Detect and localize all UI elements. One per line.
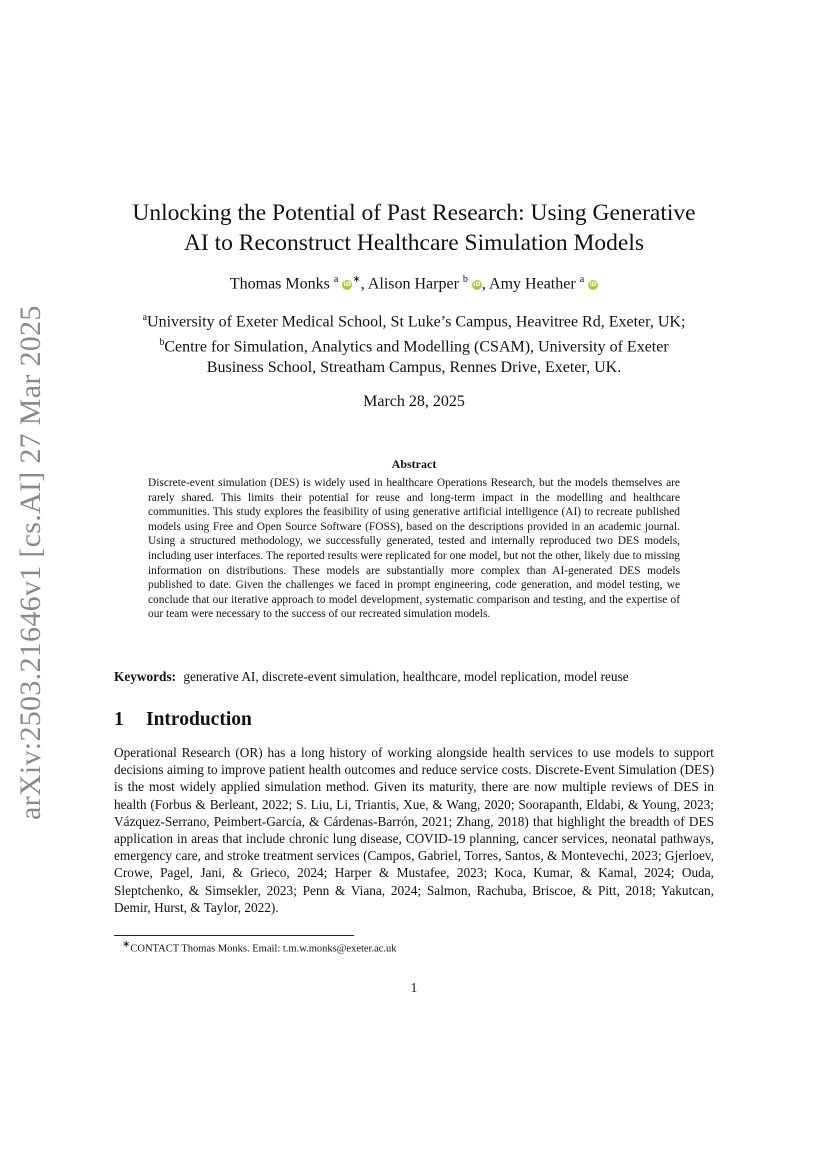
author-name: Thomas Monks xyxy=(229,275,330,293)
author-name: Alison Harper xyxy=(367,275,459,293)
page-number: 1 xyxy=(410,980,418,995)
section-number: 1 xyxy=(114,709,124,730)
arxiv-identifier: arXiv:2503.21646v1 [cs.AI] 27 Mar 2025 xyxy=(14,305,47,820)
abstract-heading: Abstract xyxy=(391,457,437,471)
footnote-mark: ∗ xyxy=(122,939,131,950)
section-title: Introduction xyxy=(146,709,252,730)
paper-title xyxy=(100,198,728,258)
footnote-text[interactable]: CONTACT Thomas Monks. Email: t.m.w.monks@exeter.ac.uk xyxy=(130,943,397,955)
abstract-text: Discrete-event simulation (DES) is widely used in healthcare Operations Research, but the models themselves are rarely shared. This limits their potential for reuse and long-term impact in the modelling and healthcare communities. This study explores the feasibility of using generative artificial intelligence (AI) to recreate published models using Free and Open Source Software (FOSS), based on the descriptions provided in an academic journal. Using a structured methodology, we successfully generated, tested and internally reproduced two DES models, including user interfaces. The reported results were replicated for one model, but not the other, likely due to missing information on distributions. These models are substantially more complex than AI-generated DES models published to date. Given the challenges we faced in prompt engineering, code generation, and model testing, we conclude that our iterative approach to model development, systematic comparison and testing, and the expertise of our team were necessary to the success of our recreated simulation models. xyxy=(148,477,680,621)
affiliations: $^a$University of Exeter Medical School, St Luke’s Campus, Heavitree Rd, Exeter, UK; $^b$Centre for Simulation, Analytics and Modelling (CSAM), University of Exeter Business School, Streatham Campus, Rennes Drive, Exeter, UK. xyxy=(100,308,728,378)
author-affil-mark: a xyxy=(579,274,585,285)
orcid-icon[interactable]: iD xyxy=(343,281,351,289)
title-line-1: Unlocking the Potential of Past Research: Using Generative xyxy=(132,200,696,226)
keywords-list: generative AI, discrete-event simulation, healthcare, model replication, model reuse xyxy=(183,669,629,684)
orcid-icon[interactable]: iD xyxy=(473,281,481,289)
section-heading xyxy=(114,709,252,731)
corresponding-mark: ∗ xyxy=(352,274,361,285)
affiliation-b: Centre for Simulation, Analytics and Modelling (CSAM), University of Exeter xyxy=(164,338,669,356)
introduction-paragraph: Operational Research (OR) has a long history of working alongside health services to use models to support decisions aiming to improve patient health outcomes and reduce service costs. Discrete-Event Simulation (DES) is the most widely applied simulation method. Given its maturity, there are now multiple reviews of DES in health (Forbus & Berleant, 2022; S. Liu, Li, Triantis, Xue, & Wang, 2020; Soorapanth, Eldabi, & Young, 2023; Vázquez-Serrano, Peimbert-García, & Cárdenas-Barrón, 2021; Zhang, 2018) that highlight the breadth of DES application in areas that include chronic lung disease, COVID-19 planning, cancer services, neonatal pathways, emergency care, and stroke treatment services (Campos, Gabriel, Torres, Santos, & Montevechi, 2023; Gjerloev, Crowe, Pagel, Jani, & Grieco, 2024; Harper & Mustafee, 2023; Koca, Kumar, & Kamal, 2024; Ouda, Sleptchenko, & Simsekler, 2023; Penn & Viana, 2024; Salmon, Rachuba, Briscoe, & Pitt, 2018; Yakutcan, Demir, Hurst, & Taylor, 2022). xyxy=(114,745,714,915)
title-line-2: AI to Reconstruct Healthcare Simulation Models xyxy=(183,230,645,256)
footnote-rule xyxy=(114,935,354,936)
affiliation-a: University of Exeter Medical School, St Luke’s Campus, Heavitree Rd, Exeter, UK; xyxy=(147,313,686,331)
keywords xyxy=(114,669,714,685)
affiliation-b-cont: Business School, Streatham Campus, Rennes Drive, Exeter, UK. xyxy=(206,358,622,376)
author-list: Thomas Monks $^a$ iD∗, Alison Harper $^b$ iD, Amy Heather $^a$ iD xyxy=(229,274,597,293)
author-affil-mark: b xyxy=(462,274,468,285)
keywords-label: Keywords: xyxy=(114,669,177,684)
publication-date: March 28, 2025 xyxy=(363,393,465,410)
orcid-icon[interactable]: iD xyxy=(589,281,597,289)
author-name: Amy Heather xyxy=(489,275,576,293)
author-affil-mark: a xyxy=(333,274,339,285)
footnote xyxy=(122,939,397,955)
